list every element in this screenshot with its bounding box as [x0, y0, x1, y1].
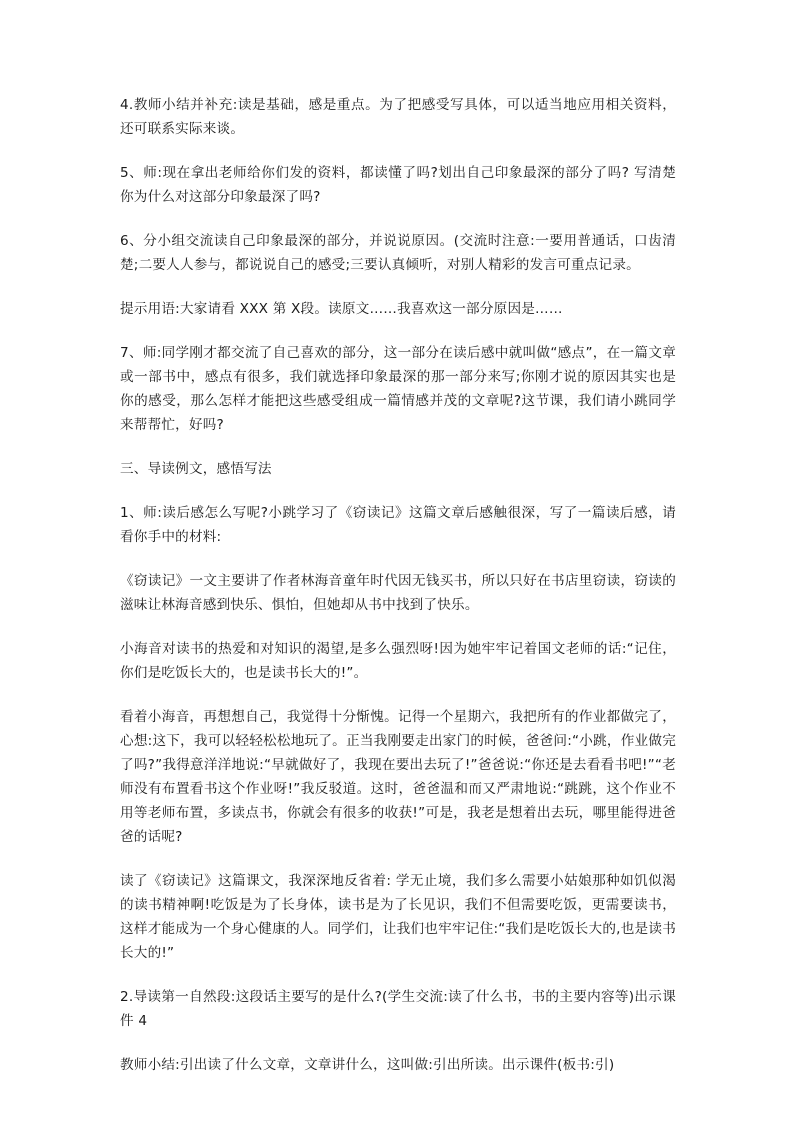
paragraph-teacher-summary: 4.教师小结并补充:读是基础，感是重点。为了把感受写具体，可以适当地应用相关资料，还可联系实际来谈。 [120, 97, 676, 137]
paragraph-step-6: 6、分小组交流读自己印象最深的部分，并说说原因。(交流时注意:一要用普通话，口齿清楚;二要人人参与，都说说自己的感受;三要认真倾听，对别人精彩的发言可重点记录。 [120, 233, 676, 273]
document-page [120, 93, 676, 1097]
paragraph-guide-2: 2.导读第一自然段:这段话主要写的是什么?(学生交流:读了什么书，书的主要内容等)出示课件 4 [120, 989, 676, 1029]
paragraph-example-2: 小海音对读书的热爱和对知识的渴望,是多么强烈呀!因为她牢牢记着国文老师的话:“记住，你们是吃饭长大的，也是读书长大的!”。 [120, 641, 676, 681]
paragraph-prompt-phrase: 提示用语:大家请看 XXX 第 X段。读原文……我喜欢这一部分原因是…… [120, 301, 563, 317]
paragraph-example-3: 看着小海音，再想想自己，我觉得十分惭愧。记得一个星期六，我把所有的作业都做完了，心想:这下，我可以轻轻松松地玩了。正当我刚要走出家门的时候，爸爸问:“小跳，作业做完了吗?”我得意洋洋地说:“早就做好了，我现在要出去玩了!”爸爸说:“你还是去看看书吧!”“老师没有布置看书这个作业呀!”我反驳道。这时，爸爸温和而又严肃地说:“跳跳，这个作业不用等老师布置，多读点书，你就会有很多的收获!”可是，我老是想着出去玩，哪里能得进爸爸的话呢? [120, 709, 676, 845]
paragraph-teacher-conclusion: 教师小结:引出读了什么文章，文章讲什么，这叫做:引出所读。出示课件(板书:引) [120, 1057, 615, 1073]
paragraph-step-7: 7、师:同学刚才都交流了自己喜欢的部分，这一部分在读后感中就叫做“感点”，在一篇文章或一部书中，感点有很多，我们就选择印象最深的那一部分来写;你刚才说的原因其实也是你的感受，那么怎样才能把这些感受组成一篇情感并茂的文章呢?这节课，我们请小跳同学来帮帮忙，好吗? [120, 345, 676, 433]
section-heading: 三、导读例文，感悟写法 [120, 461, 272, 477]
paragraph-example-1: 《窃读记》一文主要讲了作者林海音童年时代因无钱买书，所以只好在书店里窃读，窃读的滋味让林海音感到快乐、惧怕，但她却从书中找到了快乐。 [120, 573, 676, 613]
paragraph-step-5: 5、师:现在拿出老师给你们发的资料，都读懂了吗?划出自己印象最深的部分了吗? 写清楚你为什么对这部分印象最深了吗? [120, 165, 676, 205]
paragraph-guide-1: 1、师:读后感怎么写呢?小跳学习了《窃读记》这篇文章后感触很深，写了一篇读后感，请看你手中的材料: [120, 505, 676, 545]
paragraph-example-4: 读了《窃读记》这篇课文，我深深地反省着: 学无止境，我们多么需要小姑娘那种如饥似渴的读书精神啊!吃饭是为了长身体，读书是为了长见识，我们不但需要吃饭，更需要读书，这样才能成为一个身心健康的人。同学们，让我们也牢牢记住:“我们是吃饭长大的,也是读书长大的!” [120, 873, 676, 961]
